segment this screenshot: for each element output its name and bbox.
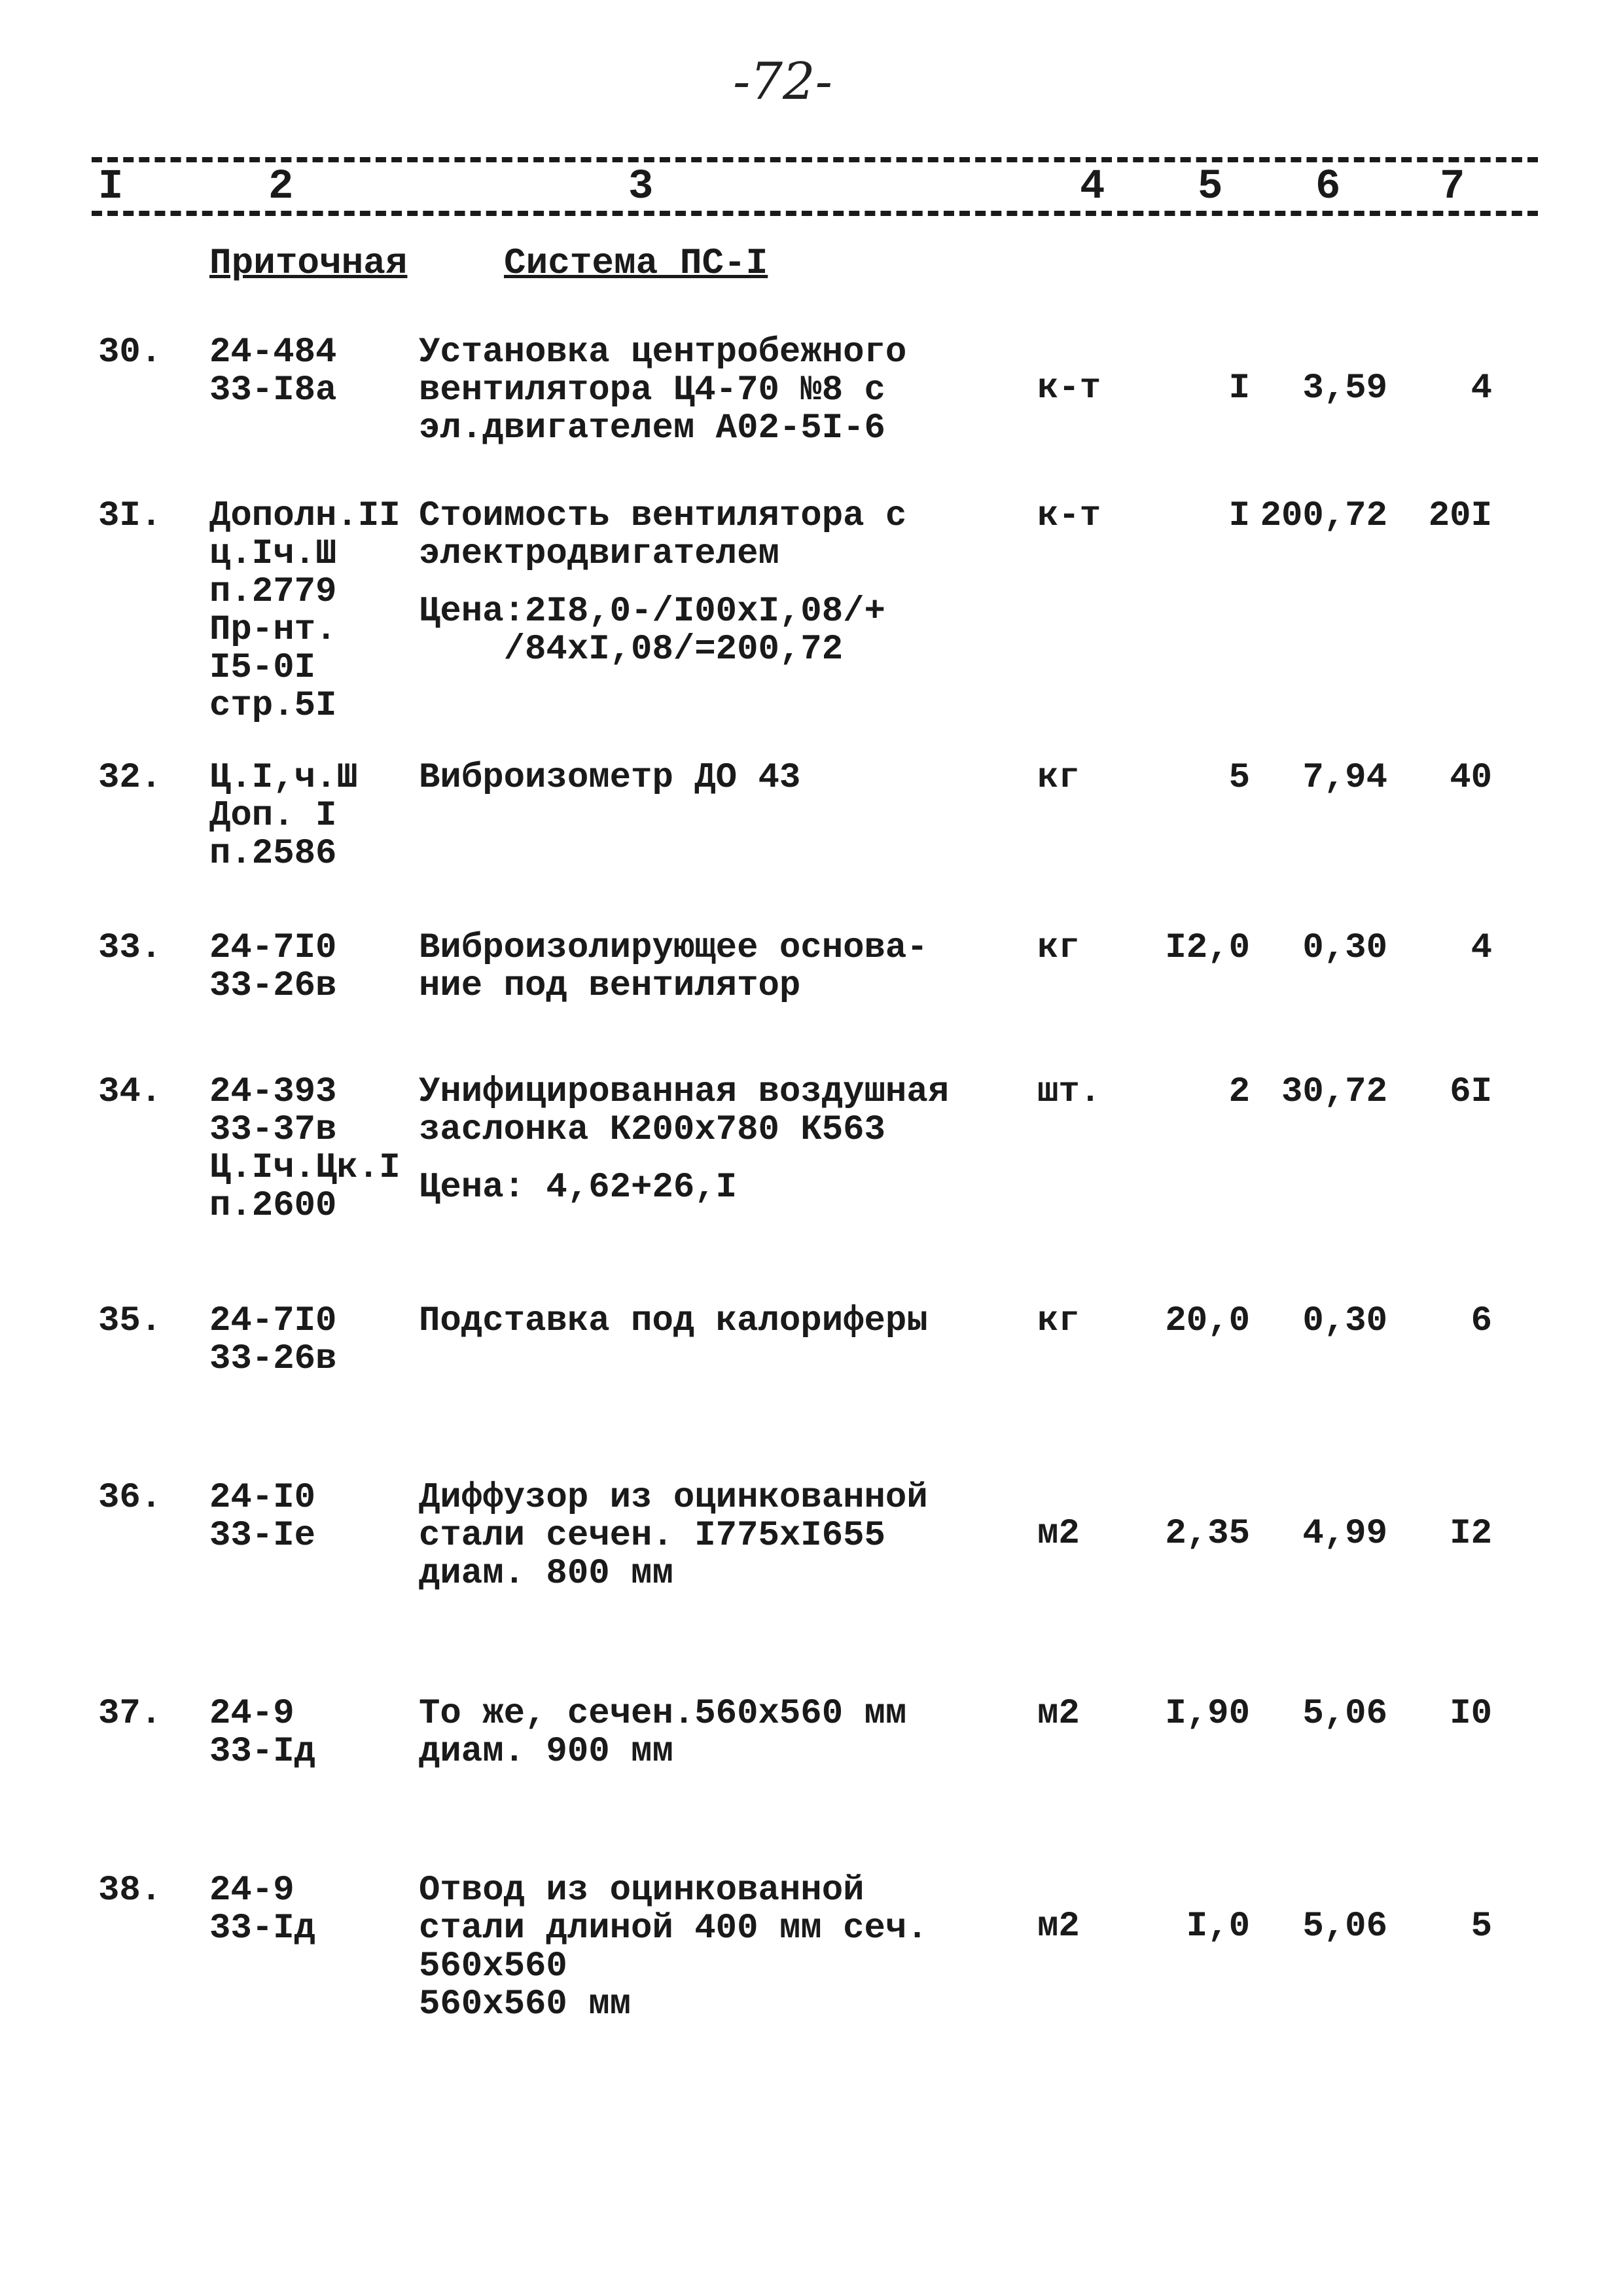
row-total: 5	[1471, 1907, 1492, 1946]
row-code-line: 33-Iд	[209, 1732, 316, 1772]
row-number: 33.	[98, 928, 162, 968]
row-code	[209, 497, 401, 725]
row-description-line: ние под вентилятор	[419, 966, 801, 1006]
header-rule-top	[92, 157, 1538, 162]
row-total: 4	[1471, 368, 1492, 408]
row-code-line: Дополн.II	[209, 496, 401, 536]
row-code-line: 24-484	[209, 332, 337, 372]
row-description	[419, 1695, 906, 1771]
row-price: 7,94	[1302, 758, 1387, 798]
row-qty: 2,35	[1165, 1514, 1250, 1554]
row-code-line: п.2600	[209, 1186, 337, 1226]
row-description	[419, 1479, 928, 1593]
section-label-left: Приточная	[209, 242, 408, 284]
row-code	[209, 759, 358, 873]
row-unit: м2	[1037, 1694, 1080, 1734]
row-qty: I2,0	[1165, 928, 1250, 968]
row-qty: 5	[1228, 758, 1250, 798]
row-description-line: стали длиной 400 мм сеч.	[419, 1909, 928, 1948]
row-description-line: электродвигателем	[419, 534, 779, 574]
row-description-line: Установка центробежного	[419, 332, 907, 372]
row-code-line: ц.Iч.Ш	[209, 534, 337, 574]
column-header-7: 7	[1440, 164, 1465, 211]
row-code-line: 33-Iд	[209, 1909, 316, 1948]
row-price-note: Цена: 4,62+26,I	[419, 1168, 738, 1208]
row-price: 0,30	[1302, 1301, 1387, 1341]
row-code-line: 24-393	[209, 1072, 337, 1112]
row-price-note: Цена:2I8,0-/I00xI,08/+	[419, 592, 885, 632]
row-number: 38.	[98, 1871, 162, 1910]
row-code	[209, 334, 336, 410]
row-code	[209, 1872, 315, 1948]
row-qty: 20,0	[1165, 1301, 1250, 1341]
row-code-line: I5-0I	[209, 648, 316, 688]
row-code	[209, 1479, 315, 1555]
row-unit: к-т	[1037, 496, 1101, 536]
row-total: 40	[1450, 758, 1492, 798]
row-description-line: Подставка под калориферы	[419, 1301, 928, 1341]
row-total: I0	[1450, 1694, 1492, 1734]
row-description-line: Виброизолирующее основа-	[419, 928, 928, 968]
row-code	[209, 1073, 401, 1225]
row-unit: к-т	[1037, 368, 1101, 408]
row-code-line: 33-Iе	[209, 1516, 316, 1556]
row-description-line: диам. 800 мм	[419, 1554, 673, 1594]
row-code-line: Ц.Iч.Цк.I	[209, 1148, 401, 1188]
row-code-line: п.2779	[209, 572, 337, 612]
column-header-1: I	[98, 164, 124, 211]
row-description-line: 560х560	[419, 1946, 567, 1986]
row-number: 35.	[98, 1301, 162, 1341]
row-qty: I,0	[1186, 1907, 1250, 1946]
row-unit: кг	[1037, 928, 1080, 968]
row-number: 36.	[98, 1478, 162, 1518]
row-unit: кг	[1037, 1301, 1080, 1341]
row-code-line: Пр-нт.	[209, 610, 337, 650]
row-description-line: диам. 900 мм	[419, 1732, 673, 1772]
row-code-line: 33-37в	[209, 1110, 337, 1150]
row-unit: кг	[1037, 758, 1080, 798]
row-price: 0,30	[1302, 928, 1387, 968]
row-qty: I	[1228, 368, 1250, 408]
row-description	[419, 1073, 949, 1207]
row-qty: I	[1228, 496, 1250, 536]
row-number: 34.	[98, 1072, 162, 1112]
row-price: 5,06	[1302, 1907, 1387, 1946]
row-number: 32.	[98, 758, 162, 798]
column-header-6: 6	[1315, 164, 1341, 211]
row-code-line: Ц.I,ч.Ш	[209, 758, 358, 798]
row-description	[419, 1872, 928, 2024]
row-description-line: вентилятора Ц4-70 №8 с	[419, 370, 885, 410]
row-description-line: эл.двигателем А02-5I-6	[419, 408, 885, 448]
page-number: -72-	[733, 52, 832, 111]
row-description-line: Диффузор из оцинкованной	[419, 1478, 928, 1518]
row-description-line: То же, сечен.560х560 мм	[419, 1694, 907, 1734]
row-code	[209, 929, 336, 1005]
row-price: 30,72	[1281, 1072, 1387, 1112]
row-qty: 2	[1228, 1072, 1250, 1112]
row-description	[419, 1302, 928, 1340]
row-code-line: 24-7I0	[209, 928, 337, 968]
row-code-line: 24-I0	[209, 1478, 316, 1518]
row-description-line: Виброизометр ДО 43	[419, 758, 801, 798]
row-description-line: заслонка К200х780 К563	[419, 1110, 885, 1150]
row-code-line: Доп. I	[209, 796, 337, 836]
row-description-line: 560х560 мм	[419, 1984, 632, 2024]
row-total: I2	[1450, 1514, 1492, 1554]
row-code	[209, 1302, 336, 1378]
row-description-line: Стоимость вентилятора с	[419, 496, 907, 536]
row-price: 5,06	[1302, 1694, 1387, 1734]
row-description	[419, 759, 800, 797]
section-label-right: Система ПС-I	[504, 242, 768, 284]
column-header-3: 3	[628, 164, 654, 211]
row-unit: м2	[1037, 1514, 1080, 1554]
row-code-line: 33-26в	[209, 966, 337, 1006]
row-code-line: п.2586	[209, 834, 337, 874]
row-code-line: 33-I8a	[209, 370, 337, 410]
row-price: 4,99	[1302, 1514, 1387, 1554]
row-number: 30.	[98, 332, 162, 372]
row-description	[419, 497, 906, 669]
column-header-5: 5	[1198, 164, 1223, 211]
row-description-line: Унифицированная воздушная	[419, 1072, 950, 1112]
column-header-4: 4	[1080, 164, 1105, 211]
row-description	[419, 929, 928, 1005]
header-rule-bottom	[92, 211, 1538, 216]
row-code-line: 24-9	[209, 1694, 294, 1734]
row-price: 200,72	[1260, 496, 1387, 536]
row-unit: м2	[1037, 1907, 1080, 1946]
row-code	[209, 1695, 315, 1771]
row-total: 4	[1471, 928, 1492, 968]
row-number: 3I.	[98, 496, 162, 536]
row-description-line: Отвод из оцинкованной	[419, 1871, 865, 1910]
row-price-note: /84xI,08/=200,72	[419, 630, 844, 670]
row-code-line: 33-26в	[209, 1339, 337, 1379]
row-qty: I,90	[1165, 1694, 1250, 1734]
row-price: 3,59	[1302, 368, 1387, 408]
row-total: 20I	[1428, 496, 1492, 536]
row-code-line: 24-9	[209, 1871, 294, 1910]
row-code-line: стр.5I	[209, 686, 337, 726]
row-total: 6I	[1450, 1072, 1492, 1112]
row-description-line: стали сечен. I775xI655	[419, 1516, 885, 1556]
row-code-line: 24-7I0	[209, 1301, 337, 1341]
column-header-2: 2	[268, 164, 294, 211]
row-description	[419, 334, 906, 448]
row-number: 37.	[98, 1694, 162, 1734]
row-unit: шт.	[1037, 1072, 1101, 1112]
row-total: 6	[1471, 1301, 1492, 1341]
